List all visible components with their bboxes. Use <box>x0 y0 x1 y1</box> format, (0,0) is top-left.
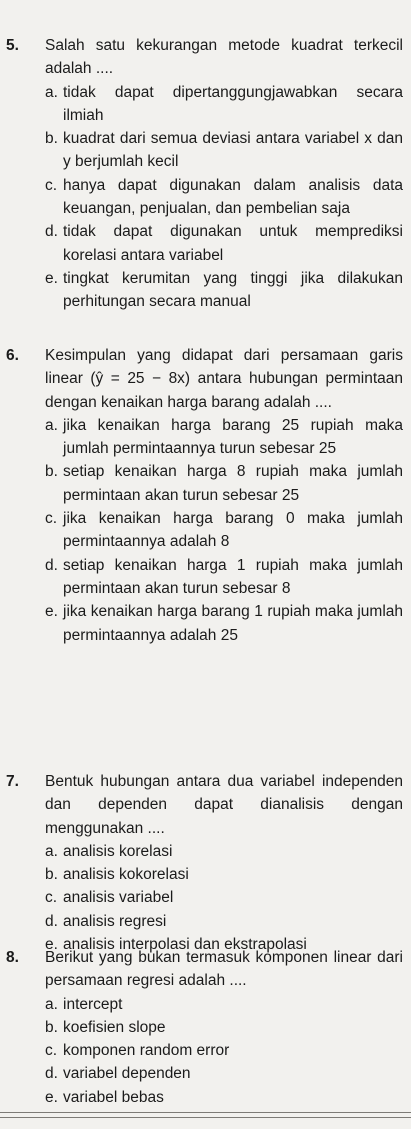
option-letter: e. <box>45 269 58 287</box>
option-c[interactable] <box>45 507 403 554</box>
option-text: jika kenaikan harga barang 1 rupiah maka jumlah permintaannya adalah 25 <box>63 603 403 644</box>
option-d[interactable] <box>45 554 403 601</box>
option-text: jika kenaikan harga barang 25 rupiah maka jumlah permintaannya turun sebesar 25 <box>63 416 403 458</box>
option-e[interactable] <box>45 600 403 647</box>
option-letter: e. <box>45 936 58 954</box>
question-text: Salah satu kekurangan metode kuadrat terkecil adalah .... <box>45 37 403 78</box>
option-text: kuadrat dari semua deviasi antara variabel x dan y berjumlah kecil <box>63 130 403 171</box>
option-e[interactable] <box>45 1086 403 1109</box>
option-letter: d. <box>45 223 58 241</box>
option-letter: b. <box>45 866 58 884</box>
option-text: analisis interpolasi dan ekstrapolasi <box>63 936 307 954</box>
option-text: intercept <box>63 995 123 1013</box>
option-list <box>45 993 403 1109</box>
option-d[interactable] <box>45 910 403 933</box>
bottom-divider <box>0 1112 411 1113</box>
option-letter: c. <box>45 510 58 528</box>
option-letter: d. <box>45 912 58 930</box>
option-text: koefisien slope <box>63 1018 166 1036</box>
option-a[interactable] <box>45 993 403 1016</box>
option-letter: a. <box>45 995 58 1013</box>
option-letter: b. <box>45 463 58 481</box>
option-letter: c. <box>45 176 58 194</box>
option-text: analisis kokorelasi <box>63 866 189 884</box>
option-text: analisis variabel <box>63 889 174 907</box>
question-number: 7. <box>6 773 19 790</box>
option-letter: a. <box>45 416 58 434</box>
question-6 <box>0 344 403 647</box>
option-e[interactable] <box>45 267 403 314</box>
option-letter: d. <box>45 556 58 574</box>
option-b[interactable] <box>45 863 403 886</box>
option-text: tidak dapat digunakan untuk memprediksi korelasi antara variabel <box>63 223 403 264</box>
question-8 <box>0 946 403 1109</box>
option-letter: c. <box>45 889 58 907</box>
question-number: 6. <box>6 347 19 364</box>
option-text: setiap kenaikan harga 1 rupiah maka jumlah permintaan akan turun sebesar 8 <box>63 556 403 597</box>
question-text: Kesimpulan yang didapat dari persamaan garis linear (ŷ = 25 − 8x) antara hubungan permintaan dengan kenaikan harga barang adalah .... <box>45 347 403 411</box>
option-list <box>45 81 403 314</box>
option-letter: e. <box>45 1088 58 1106</box>
option-list <box>45 840 403 956</box>
option-text: variabel dependen <box>63 1065 191 1083</box>
question-number: 5. <box>6 37 19 54</box>
option-letter: b. <box>45 1018 58 1036</box>
option-c[interactable] <box>45 1039 403 1062</box>
option-d[interactable] <box>45 1062 403 1085</box>
option-text: hanya dapat digunakan dalam analisis data keuangan, penjualan, dan pembelian saja <box>63 176 403 218</box>
option-letter: e. <box>45 603 58 621</box>
question-5 <box>0 34 403 314</box>
option-letter: b. <box>45 130 58 148</box>
option-letter: a. <box>45 842 58 860</box>
question-text: Bentuk hubungan antara dua variabel independen dan dependen dapat dianalisis dengan menggunakan .... <box>45 773 403 837</box>
option-letter: c. <box>45 1042 58 1060</box>
option-a[interactable] <box>45 414 403 461</box>
option-text: jika kenaikan harga barang 0 maka jumlah permintaannya adalah 8 <box>63 510 403 551</box>
option-d[interactable] <box>45 220 403 267</box>
option-text: setiap kenaikan harga 8 rupiah maka jumlah permintaan akan turun sebesar 25 <box>63 463 403 504</box>
bottom-divider <box>0 1117 411 1118</box>
option-text: komponen random error <box>63 1042 230 1060</box>
option-b[interactable] <box>45 1016 403 1039</box>
question-number: 8. <box>6 949 19 966</box>
option-letter: a. <box>45 83 58 101</box>
option-text: variabel bebas <box>63 1088 164 1106</box>
option-text: tidak dapat dipertanggungjawabkan secara ilmiah <box>63 83 403 124</box>
option-text: tingkat kerumitan yang tinggi jika dilakukan perhitungan secara manual <box>63 269 403 311</box>
option-a[interactable] <box>45 81 403 128</box>
option-c[interactable] <box>45 174 403 221</box>
option-a[interactable] <box>45 840 403 863</box>
option-text: analisis korelasi <box>63 842 173 860</box>
option-c[interactable] <box>45 886 403 909</box>
option-text: analisis regresi <box>63 912 167 930</box>
question-7 <box>0 770 403 956</box>
question-text: Berikut yang bukan termasuk komponen linear dari persamaan regresi adalah .... <box>45 949 403 990</box>
option-letter: d. <box>45 1065 58 1083</box>
option-list <box>45 414 403 647</box>
option-b[interactable] <box>45 460 403 507</box>
option-b[interactable] <box>45 127 403 174</box>
